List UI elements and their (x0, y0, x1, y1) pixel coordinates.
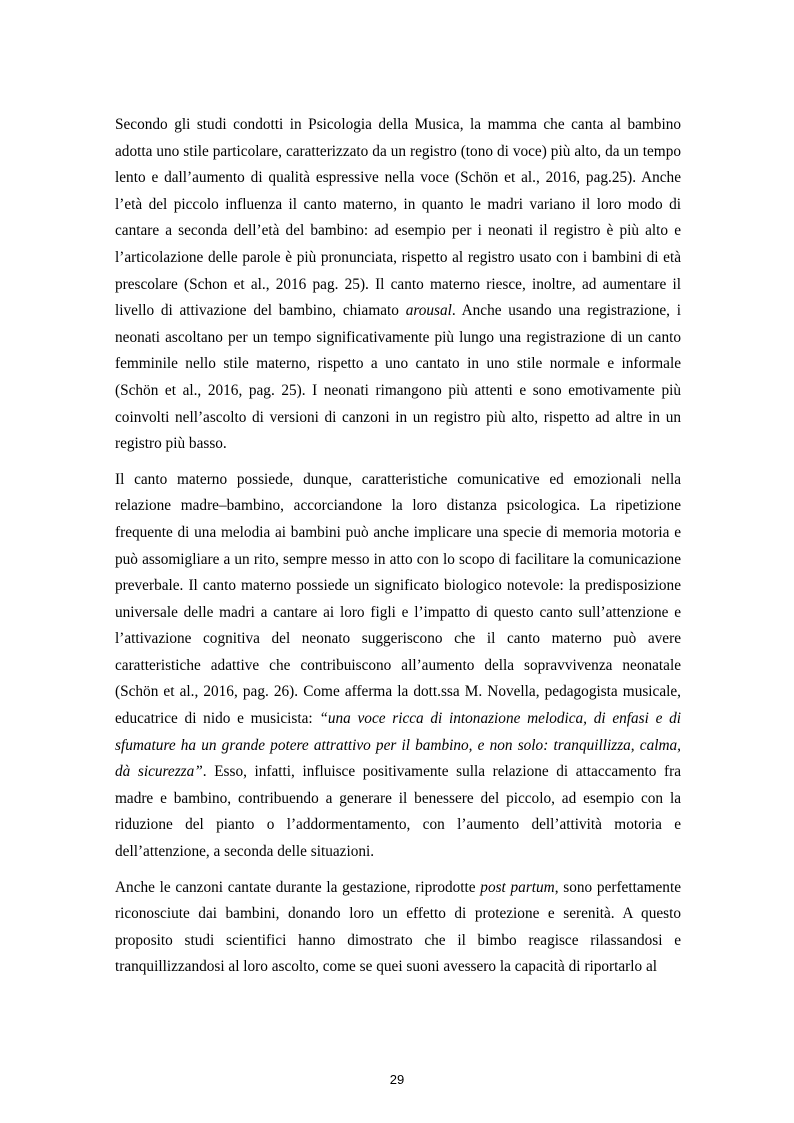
text-segment: . Anche usando una registrazione, i neonati ascoltano per un tempo significativamente più lungo una registrazione di un canto femminile nello stile materno, rispetto a uno cantato in uno stile normale e informale (Schön et al., 2016, pag. 25). I neonati rimangono più attenti e sono emotivamente più coinvolti nell’ascolto di versioni di canzoni in un registro più alto, rispetto ad altre in un registro più basso. (115, 302, 682, 453)
text-segment: Secondo gli studi condotti in Psicologia della Musica, la mamma che canta al bambino adotta uno stile particolare, caratterizzato da un registro (tono di voce) più alto, da un tempo lento e dall’aumento di qualità espressive nella voce (Schön et al., 2016, pag.25). Anche l’età del piccolo influenza il canto materno, in quanto le madri variano il loro modo di cantare a seconda dell’età del bambino: ad esempio per i neonati il registro è più alto e l’articolazione delle parole è più pronunciata, rispetto al registro usato con i bambini di età prescolare (Schon et al., 2016 pag. 25). Il canto materno riesce, inoltre, ad aumentare il livello di attivazione del bambino, chiamato (115, 116, 681, 320)
italic-quotation: “una voce ricca di intonazione melodica, di enfasi e di sfumature ha un grande potere attrattivo per il bambino, e non solo: tranquillizza, calma, dà sicurezza” (115, 710, 681, 781)
text-segment: Anche le canzoni cantate durante la gestazione, riprodotte (115, 878, 481, 896)
paragraph-3 (115, 875, 681, 981)
page-number: 29 (389, 1072, 405, 1087)
text-segment: , sono perfettamente riconosciute dai bambini, donando loro un effetto di protezione e serenità. A questo proposito studi scientifici hanno dimostrato che il bimbo reagisce rilassandosi e tranquillizzandosi al loro ascolto, come se quei suoni avessero la capacità di riportarlo al (115, 878, 681, 976)
italic-term-post-partum: post partum (480, 878, 555, 896)
text-segment: Il canto materno possiede, dunque, caratteristiche comunicative ed emozionali nella relazione madre–bambino, accorciandone la loro distanza psicologica. La ripetizione frequente di una melodia ai bambini può anche implicare una specie di memoria motoria e può assomigliare a un rito, sempre messo in atto con lo scopo di facilitare la comunicazione preverbale. Il canto materno possiede un significato biologico notevole: la predisposizione universale delle madri a cantare ai loro figli e l’impatto di questo canto sull’attenzione e l’attivazione cognitiva del neonato suggeriscono che il canto materno può avere caratteristiche adattive che contribuiscono all’aumento della sopravvivenza neonatale (Schön et al., 2016, pag. 26). Come afferma la dott.ssa M. Novella, pedagogista musicale, educatrice di nido e musicista: (115, 470, 681, 728)
text-segment: . Esso, infatti, influisce positivamente sulla relazione di attaccamento fra madre e bambino, contribuendo a generare il benessere del piccolo, ad esempio con la riduzione del pianto o l’addormentamento, con l’aumento dell’attività motoria e dell’attenzione, a seconda delle situazioni. (115, 763, 682, 861)
body-text (115, 112, 681, 990)
paragraph-1 (115, 112, 681, 458)
italic-term-arousal: arousal (405, 302, 452, 320)
paragraph-2 (115, 467, 681, 866)
